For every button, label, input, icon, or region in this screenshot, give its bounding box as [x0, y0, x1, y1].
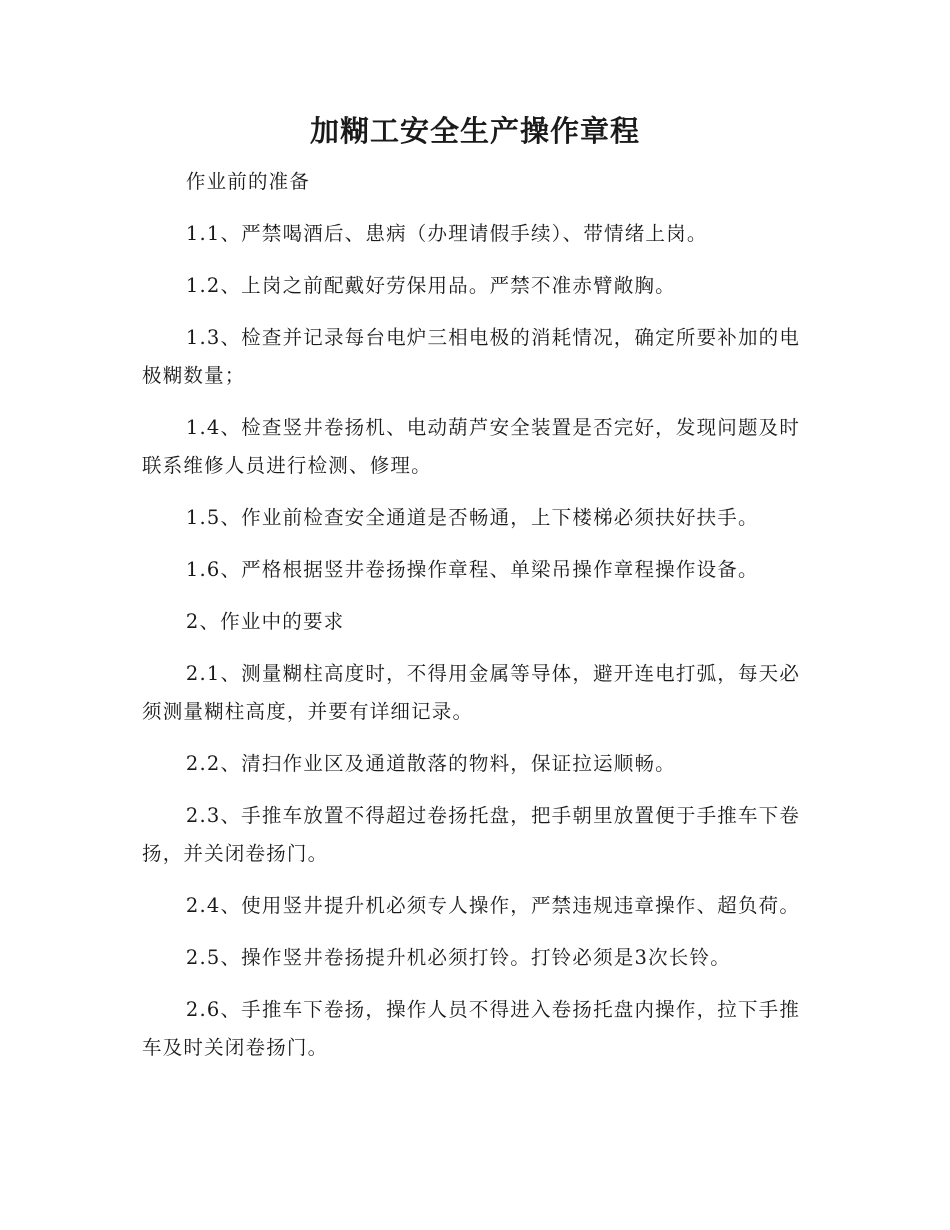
paragraph-2-1: 2.1、测量糊柱高度时，不得用金属等导体，避开连电打弧，每天必须测量糊柱高度，并要有详细记录。 — [142, 662, 801, 723]
paragraph-2-5: 2.5、操作竖井卷扬提升机必须打铃。打铃必须是3次长铃。 — [185, 946, 731, 969]
document-title: 加糊工安全生产操作章程 — [309, 114, 640, 148]
paragraph-1-6: 1.6、严格根据竖井卷扬操作章程、单梁吊操作章程操作设备。 — [185, 558, 759, 581]
section-heading-preparation: 作业前的准备 — [185, 170, 311, 193]
paragraph-2-6: 2.6、手推车下卷扬，操作人员不得进入卷扬托盘内操作，拉下手推车及时关闭卷扬门。 — [142, 998, 801, 1059]
paragraph-1-5: 1.5、作业前检查安全通道是否畅通，上下楼梯必须扶好扶手。 — [185, 506, 759, 529]
paragraph-1-1: 1.1、严禁喝酒后、患病（办理请假手续）、带情绪上岗。 — [185, 222, 708, 245]
paragraph-2-2: 2.2、清扫作业区及通道散落的物料，保证拉运顺畅。 — [185, 752, 676, 775]
paragraph-1-4: 1.4、检查竖井卷扬机、电动葫芦安全装置是否完好，发现问题及时联系维修人员进行检测、修理。 — [142, 416, 801, 477]
paragraph-2-3: 2.3、手推车放置不得超过卷扬托盘，把手朝里放置便于手推车下卷扬，并关闭卷扬门。 — [142, 804, 801, 865]
section-heading-in-operation: 2、作业中的要求 — [185, 610, 345, 633]
document-body — [142, 163, 810, 1081]
paragraph-1-2: 1.2、上岗之前配戴好劳保用品。严禁不准赤臂敞胸。 — [185, 274, 676, 297]
paragraph-1-3: 1.3、检查并记录每台电炉三相电极的消耗情况，确定所要补加的电极糊数量； — [142, 326, 801, 387]
paragraph-2-4: 2.4、使用竖井提升机必须专人操作，严禁违规违章操作、超负荷。 — [185, 894, 801, 917]
